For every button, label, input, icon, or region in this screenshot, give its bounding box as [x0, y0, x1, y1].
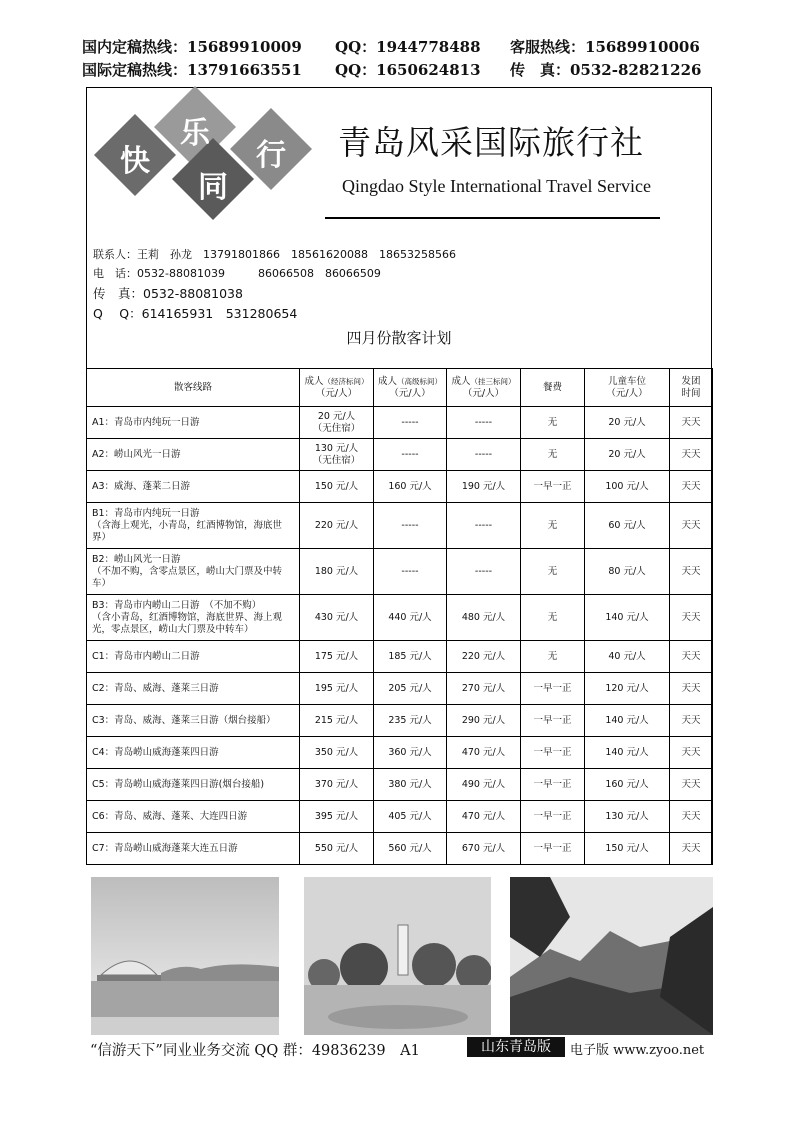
cell-adv-price [374, 833, 447, 865]
cell-route [87, 801, 300, 833]
cell-route-text: A1：青岛市内纯玩一日游 [92, 416, 200, 428]
cell-meal-text: 一早一正 [533, 746, 572, 758]
cell-eco-price-text: 550 元/人 [314, 842, 359, 854]
cell-child-price [585, 471, 670, 503]
cell-route-text: C5：青岛崂山威海蓬莱四日游(烟台接船) [92, 778, 265, 790]
cell-depart-text: 天天 [681, 480, 701, 492]
cell-meal-text: 一早一正 [533, 842, 572, 854]
cell-meal [521, 673, 585, 705]
cell-route-text: C1：青岛市内崂山二日游 [92, 650, 200, 662]
th-meal [521, 369, 585, 407]
cell-child-price [585, 503, 670, 549]
th-route-label: 散客线路 [173, 381, 212, 393]
cell-eco-price [300, 549, 374, 595]
cell-child-price-text: 150 元/人 [605, 842, 649, 854]
cell-adv-price-text: ----- [401, 519, 419, 531]
cell-child-price-text: 100 元/人 [605, 480, 649, 492]
cell-meal [521, 641, 585, 673]
cell-adv-price [374, 503, 447, 549]
cell-depart-text: 天天 [681, 448, 701, 460]
cell-route [87, 503, 300, 549]
contact-fax: 传 真：0532-88081038 [93, 286, 243, 301]
cell-eco-price [300, 833, 374, 865]
cell-eco-price-text: 350 元/人 [314, 746, 359, 758]
service-hotline: 客服热线：15689910006 [510, 38, 700, 56]
photo-mountain-svg [510, 877, 713, 1035]
th-depart [670, 369, 713, 407]
cell-meal-text: 一早一正 [533, 682, 572, 694]
cell-three-price [447, 833, 521, 865]
cell-child-price [585, 801, 670, 833]
logo-char-2: 乐 [180, 116, 210, 151]
cell-route-text: C4：青岛崂山威海蓬莱四日游 [92, 746, 219, 758]
cell-child-price [585, 439, 670, 471]
cell-child-price [585, 769, 670, 801]
cell-child-price-text: 140 元/人 [605, 611, 649, 623]
th-depart-label-2: 时间 [681, 387, 701, 399]
table-row [87, 439, 713, 471]
cell-depart-text: 天天 [681, 519, 701, 531]
cell-three-price [447, 595, 521, 641]
cell-eco-price [300, 439, 374, 471]
cell-eco-price [300, 503, 374, 549]
cell-child-price-text: 160 元/人 [605, 778, 649, 790]
cell-three-price-text: ----- [474, 448, 493, 460]
cell-child-price [585, 549, 670, 595]
cell-meal [521, 439, 585, 471]
cell-depart [670, 769, 713, 801]
cell-route [87, 641, 300, 673]
cell-eco-price-text: （无住宿） [312, 422, 361, 434]
cell-adv-price-text: ----- [401, 448, 419, 460]
cell-eco-price [300, 801, 374, 833]
cell-three-price-text: 480 元/人 [461, 611, 506, 623]
cell-route-text: C2：青岛、威海、蓬莱三日游 [92, 682, 219, 694]
cell-route [87, 439, 300, 471]
th-adv-label: 成人 [377, 375, 397, 387]
cell-child-price-text: 140 元/人 [605, 714, 649, 726]
cell-three-price-text: 270 元/人 [461, 682, 506, 694]
cell-adv-price [374, 769, 447, 801]
cell-depart [670, 595, 713, 641]
cell-eco-price [300, 407, 374, 439]
cell-meal-text: 无 [547, 565, 558, 577]
cell-three-price-text: 290 元/人 [461, 714, 506, 726]
cell-child-price [585, 595, 670, 641]
cell-depart-text: 天天 [681, 611, 701, 623]
cell-meal-text: 一早一正 [533, 714, 572, 726]
table-row [87, 801, 713, 833]
cell-adv-price [374, 737, 447, 769]
cell-adv-price-text: 205 元/人 [388, 682, 432, 694]
cell-three-price-text: 470 元/人 [461, 810, 506, 822]
th-eco [300, 369, 374, 407]
agency-underline [325, 217, 660, 219]
cell-child-price-text: 20 元/人 [608, 416, 646, 428]
cell-eco-price-text: （无住宿） [312, 454, 361, 466]
cell-route-text: （含小青岛，红酒博物馆，海底世界、海上观 [92, 611, 283, 623]
cell-three-price [447, 801, 521, 833]
table-row [87, 673, 713, 705]
cell-depart [670, 801, 713, 833]
table-row [87, 833, 713, 865]
cell-eco-price [300, 471, 374, 503]
cell-three-price [447, 407, 521, 439]
cell-depart-text: 天天 [681, 565, 701, 577]
cell-adv-price [374, 641, 447, 673]
cell-depart [670, 641, 713, 673]
plan-table-body [87, 407, 713, 865]
cell-three-price-text: ----- [474, 416, 493, 428]
cell-meal-text: 无 [547, 611, 558, 623]
cell-eco-price [300, 737, 374, 769]
photo-lighthouse-park [304, 877, 491, 1035]
cell-child-price-text: 80 元/人 [608, 565, 646, 577]
cell-meal-text: 一早一正 [533, 778, 572, 790]
cell-eco-price-text: 130 元/人 [314, 442, 359, 454]
cell-route [87, 595, 300, 641]
th-three-unit: （元/人） [462, 387, 505, 399]
cell-depart-text: 天天 [681, 416, 701, 428]
cell-route [87, 549, 300, 595]
table-row [87, 737, 713, 769]
cell-eco-price [300, 641, 374, 673]
cell-meal-text: 一早一正 [533, 480, 572, 492]
cell-three-price-text: 190 元/人 [461, 480, 506, 492]
cell-eco-price-text: 195 元/人 [314, 682, 359, 694]
cell-depart [670, 737, 713, 769]
th-eco-label: 成人 [304, 375, 324, 387]
cell-meal [521, 471, 585, 503]
cell-adv-price-text: 235 元/人 [388, 714, 432, 726]
logo [94, 88, 324, 228]
th-adv-unit: （元/人） [389, 387, 431, 399]
cell-route [87, 769, 300, 801]
th-three-sub: （挂三标间） [470, 376, 516, 386]
cell-meal-text: 无 [547, 650, 558, 662]
cell-three-price [447, 471, 521, 503]
cell-child-price-text: 140 元/人 [605, 746, 649, 758]
cell-depart-text: 天天 [681, 650, 701, 662]
th-child-unit: （元/人） [606, 387, 648, 399]
cell-route-text: 光，零点景区，崂山大门票及中转车） [92, 623, 254, 635]
cell-eco-price [300, 673, 374, 705]
cell-route-text: B2：崂山风光一日游 [92, 553, 181, 565]
cell-three-price [447, 549, 521, 595]
cell-route [87, 833, 300, 865]
cell-eco-price [300, 769, 374, 801]
cell-depart-text: 天天 [681, 714, 701, 726]
cell-depart [670, 503, 713, 549]
cell-adv-price-text: 185 元/人 [388, 650, 432, 662]
table-row [87, 407, 713, 439]
cell-depart [670, 705, 713, 737]
footer-qq-group: “信游天下”同业业务交流 QQ 群：49836239 A1 [90, 1043, 420, 1059]
cell-three-price [447, 737, 521, 769]
cell-child-price [585, 737, 670, 769]
cell-depart [670, 833, 713, 865]
cell-adv-price [374, 407, 447, 439]
contact-people: 联系人：王莉 孙龙 13791801866 18561620088 18653258566 [93, 248, 456, 261]
cell-depart-text: 天天 [681, 842, 701, 854]
cell-depart [670, 439, 713, 471]
cell-child-price-text: 120 元/人 [605, 682, 649, 694]
cell-route-text: B1：青岛市内纯玩一日游 [92, 507, 200, 519]
qq-2: QQ：1650624813 [335, 61, 481, 79]
cell-eco-price-text: 370 元/人 [314, 778, 359, 790]
cell-adv-price-text: ----- [401, 565, 419, 577]
th-three [447, 369, 521, 407]
th-meal-label: 餐费 [542, 381, 562, 393]
cell-route-text: C3：青岛、威海、蓬莱三日游（烟台接船） [92, 714, 276, 726]
cell-three-price [447, 705, 521, 737]
cell-child-price [585, 673, 670, 705]
cell-eco-price-text: 220 元/人 [314, 519, 359, 531]
cell-route-text: B3：青岛市内崂山二日游 （不加不购） [92, 599, 262, 611]
cell-meal-text: 无 [547, 448, 558, 460]
cell-adv-price [374, 595, 447, 641]
cell-meal [521, 833, 585, 865]
cell-eco-price [300, 595, 374, 641]
cell-three-price-text: 470 元/人 [461, 746, 506, 758]
cell-adv-price-text: ----- [401, 416, 419, 428]
cell-three-price [447, 439, 521, 471]
th-adv-sub: （高级标间） [397, 376, 442, 386]
table-header-row [87, 369, 713, 407]
contact-phone: 电 话：0532-88081039 86066508 86066509 [93, 267, 381, 280]
cell-meal [521, 503, 585, 549]
cell-eco-price-text: 430 元/人 [314, 611, 359, 623]
qq-1: QQ：1944778488 [335, 38, 481, 56]
th-eco-unit: （元/人） [315, 387, 358, 399]
logo-char-3: 同 [198, 170, 228, 205]
cell-child-price [585, 407, 670, 439]
cell-three-price-text: 670 元/人 [461, 842, 506, 854]
footer-edition-badge: 山东青岛版 [467, 1037, 565, 1057]
cell-route-text: （不加不购，含零点景区，崂山大门票及中转 [92, 565, 283, 577]
th-adv [374, 369, 447, 407]
cell-child-price [585, 705, 670, 737]
agency-name-en: Qingdao Style International Travel Service [342, 176, 651, 196]
contact-qq: Q Q：614165931 531280654 [93, 306, 298, 321]
fax-number: 传 真：0532-82821226 [510, 61, 702, 79]
cell-three-price [447, 673, 521, 705]
cell-meal [521, 595, 585, 641]
cell-meal [521, 801, 585, 833]
footer-website: 电子版 www.zyoo.net [570, 1043, 705, 1058]
cell-three-price-text: 490 元/人 [461, 778, 506, 790]
cell-route [87, 471, 300, 503]
cell-child-price [585, 833, 670, 865]
th-child-label: 儿童车位 [607, 375, 646, 387]
cell-adv-price-text: 405 元/人 [388, 810, 432, 822]
cell-route [87, 407, 300, 439]
cell-three-price [447, 769, 521, 801]
cell-adv-price [374, 549, 447, 595]
cell-depart-text: 天天 [681, 810, 701, 822]
cell-eco-price-text: 395 元/人 [314, 810, 359, 822]
plan-title: 四月份散客计划 [346, 329, 452, 347]
cell-meal [521, 705, 585, 737]
photo-mountain [510, 877, 713, 1035]
table-row [87, 549, 713, 595]
cell-adv-price-text: 560 元/人 [388, 842, 432, 854]
cell-eco-price-text: 150 元/人 [314, 480, 359, 492]
cell-three-price-text: ----- [474, 565, 493, 577]
photo-park-svg [304, 877, 491, 1035]
cell-child-price-text: 130 元/人 [605, 810, 649, 822]
cell-three-price [447, 503, 521, 549]
cell-eco-price [300, 705, 374, 737]
th-child [585, 369, 670, 407]
photo-seaside-svg [91, 877, 279, 1035]
cell-route-text: A3：威海、蓬莱二日游 [92, 480, 191, 492]
table-row [87, 641, 713, 673]
cell-route-text: A2：崂山风光一日游 [92, 448, 181, 460]
cell-depart [670, 673, 713, 705]
cell-adv-price [374, 801, 447, 833]
cell-route-text: 界） [92, 531, 112, 543]
cell-child-price-text: 40 元/人 [608, 650, 646, 662]
table-row [87, 705, 713, 737]
photo-seaside-dome [91, 877, 279, 1035]
cell-adv-price [374, 705, 447, 737]
cell-depart-text: 天天 [681, 778, 701, 790]
cell-eco-price-text: 20 元/人 [317, 410, 356, 422]
th-three-label: 成人 [451, 375, 471, 387]
cell-depart-text: 天天 [681, 682, 701, 694]
cell-meal-text: 一早一正 [533, 810, 572, 822]
cell-child-price-text: 20 元/人 [608, 448, 646, 460]
intl-hotline: 国际定稿热线：13791663551 [82, 61, 302, 79]
table-row [87, 503, 713, 549]
table-row [87, 471, 713, 503]
logo-char-4: 行 [256, 138, 286, 173]
table-row [87, 595, 713, 641]
cell-route-text: C7：青岛崂山威海蓬莱大连五日游 [92, 842, 238, 854]
cell-adv-price [374, 439, 447, 471]
cell-three-price [447, 641, 521, 673]
cell-eco-price-text: 180 元/人 [314, 565, 359, 577]
cell-meal [521, 549, 585, 595]
table-row [87, 769, 713, 801]
cell-adv-price-text: 380 元/人 [388, 778, 432, 790]
cell-depart [670, 407, 713, 439]
cell-child-price [585, 641, 670, 673]
th-route [87, 369, 300, 407]
th-depart-label: 发团 [681, 375, 701, 387]
cell-route-text: 车） [92, 577, 112, 589]
cell-route [87, 673, 300, 705]
cell-three-price-text: 220 元/人 [461, 650, 506, 662]
plan-table [86, 368, 713, 865]
cell-meal [521, 407, 585, 439]
cell-depart [670, 471, 713, 503]
cell-three-price-text: ----- [474, 519, 493, 531]
th-eco-sub: （经济标间） [323, 376, 369, 386]
cell-adv-price [374, 673, 447, 705]
cell-eco-price-text: 175 元/人 [314, 650, 359, 662]
logo-char-1: 快 [120, 144, 150, 179]
cell-route-text: C6：青岛、威海、蓬莱、大连四日游 [92, 810, 248, 822]
cell-depart [670, 549, 713, 595]
cell-meal-text: 无 [547, 416, 558, 428]
cell-route-text: （含海上观光，小青岛，红酒博物馆，海底世 [92, 519, 283, 531]
cell-depart-text: 天天 [681, 746, 701, 758]
cell-adv-price-text: 440 元/人 [388, 611, 432, 623]
cell-adv-price-text: 160 元/人 [388, 480, 432, 492]
cell-adv-price-text: 360 元/人 [388, 746, 432, 758]
cell-meal-text: 无 [547, 519, 558, 531]
agency-name-cn: 青岛风采国际旅行社 [338, 123, 644, 162]
cell-child-price-text: 60 元/人 [608, 519, 646, 531]
cell-eco-price-text: 215 元/人 [314, 714, 359, 726]
cell-adv-price [374, 471, 447, 503]
cell-meal [521, 737, 585, 769]
cell-meal [521, 769, 585, 801]
cell-route [87, 705, 300, 737]
cell-route [87, 737, 300, 769]
domestic-hotline: 国内定稿热线：15689910009 [82, 38, 302, 56]
